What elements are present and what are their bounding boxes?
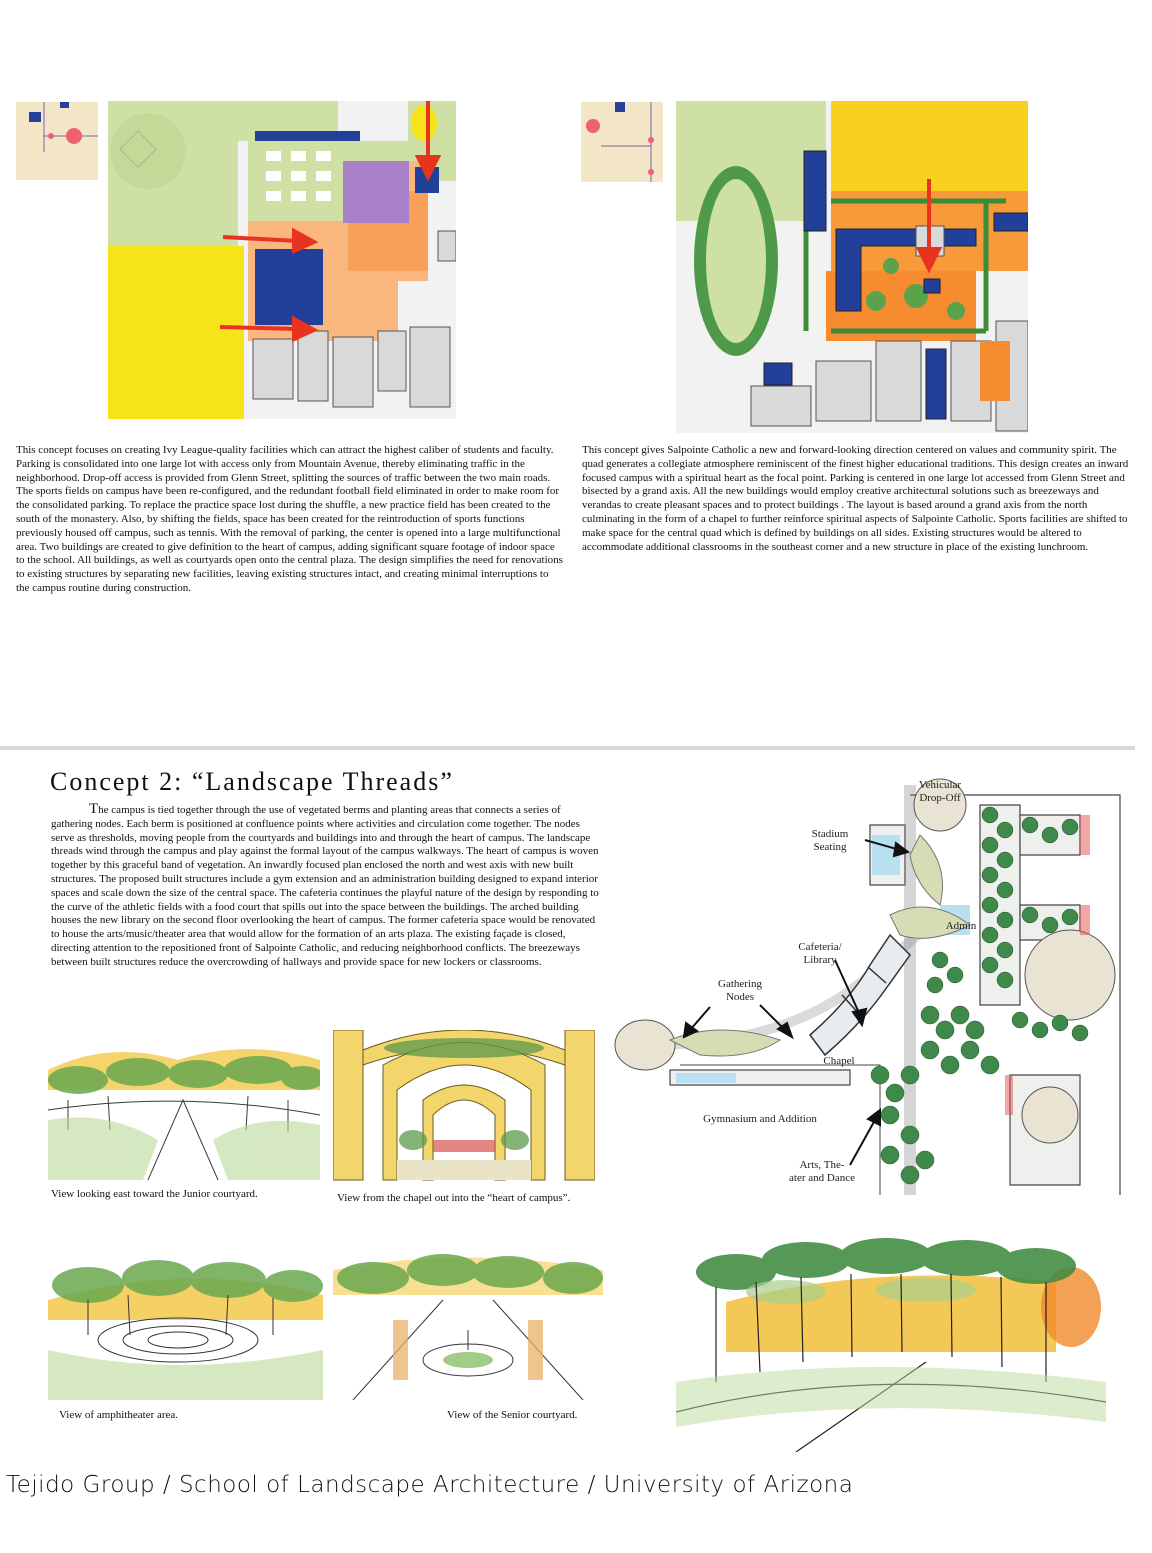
label-arts: Arts, The- <box>799 1159 845 1171</box>
label-vehicular: Vehicular <box>918 779 962 791</box>
sketch-heart-of-campus <box>676 1212 1106 1452</box>
drop-cap: T <box>89 801 99 817</box>
label-stadium-seating <box>800 828 860 854</box>
concept-b-site-plan <box>676 101 1028 433</box>
concept-2-body: he campus is tied together through the use of vegetated berms and planting areas that connects a series of gathering nodes. Each berm is positioned at confluence points where activities and circulation come together. The nodes serve as thresholds, moving people from the courtyards and buildings into and through the heart of campus. The landscape threads wind through the campus and play against the formal layout of the campus walkways. The heart of campus is woven together by this graceful band of vegetation. An inwardly focused plan enclosed the north and west axis with new built structures. The proposed built structures include a gym extension and an administration building designed to expand interior spaces and scale down the size of the central space. The cafeteria continues the playful nature of the design by responding to the curve of the athletic fields with a food court that spills out into the space between the buildings. The arched building houses the new library on the second floor overlooking the heart of campus. The former cafeteria space would be renovated to house the arts/music/theater area that would allow for the formation of an arts plaza. The existing façade is closed, directing attention to the repositioned front of Salpointe Catholic, and reducing neighborhood conflicts. The breezeways between built structures reduce the overcrowding of hallways and provide space for new lockers or classrooms. <box>51 804 599 968</box>
caption-amphitheater: View of amphitheater area. <box>59 1409 179 1421</box>
concept-b-description: This concept gives Salpointe Catholic a new and forward-looking direction centered on values and community spirit. The quad generates a collegiate atmosphere reminiscent of the finest higher educational traditions. This design creates an inward focused campus with a spiritual heart as the focal point. Parking is centered in one large lot accessed from Glenn Street and bisected by a grand axis. All the new buildings would employ creative architectural solutions such as breezeways and verandas to create pleasant spaces and to protect buildings . The layout is based around a grand axis from the north culminating in the form of a chapel to further reinforce spiritual aspects of Salpointe Catholic. Sports facilities are shifted to make space for the central quad which is defined by buildings on all sides. Existing structures would be altered to accommodate additional classrooms in the southeast corner and a new structure in place of the existing lunchroom. <box>582 444 1129 553</box>
label-cafeteria-library <box>790 941 850 967</box>
label-stadium: Stadium <box>811 828 849 840</box>
concept-2-master-plan <box>610 775 1140 1201</box>
label-gathering-nodes <box>705 978 775 1004</box>
label-nodes: Nodes <box>725 991 755 1003</box>
sketch-amphitheater <box>48 1240 323 1400</box>
label-seating: Seating <box>813 841 847 853</box>
sketch-chapel-arches <box>333 1030 595 1185</box>
section-divider <box>0 746 1135 750</box>
concept-2-description <box>51 803 599 970</box>
concept-a-site-plan <box>108 101 456 419</box>
label-vehicular-dropoff <box>905 779 975 805</box>
sketch-junior-courtyard <box>48 1030 320 1180</box>
sketch-senior-courtyard <box>333 1240 603 1400</box>
footer-credit: Tejido Group / School of Landscape Architecture / University of Arizona <box>6 1472 854 1498</box>
label-arts-theater-dance <box>772 1159 872 1185</box>
caption-senior-courtyard: View of the Senior courtyard. <box>447 1409 578 1421</box>
concept-2-title: Concept 2: “Landscape Threads” <box>50 767 454 796</box>
caption-chapel-view: View from the chapel out into the “heart of campus”. <box>337 1192 571 1204</box>
concept-b-keymap <box>581 102 663 182</box>
label-gathering: Gathering <box>718 978 762 990</box>
label-theater-dance: ater and Dance <box>789 1172 855 1184</box>
label-library: Library <box>803 954 837 966</box>
concept-a-keymap <box>16 102 98 180</box>
caption-junior-courtyard: View looking east toward the Junior courtyard. <box>51 1188 258 1200</box>
label-dropoff: Drop-Off <box>919 792 961 804</box>
label-cafeteria: Cafeteria/ <box>798 941 842 953</box>
label-admin: Admin <box>945 920 977 932</box>
label-gymnasium: Gymnasium and Addition <box>703 1113 817 1125</box>
label-chapel: Chapel <box>823 1055 855 1067</box>
concept-a-description: This concept focuses on creating Ivy League-quality facilities which can attract the highest caliber of students and faculty. Parking is consolidated into one large lot with access only from Mountain Avenue, thereby eliminating traffic in the neighborhood. Drop-off access is provided from Glenn Street, splitting the sources of traffic between the two main roads. The sports fields on campus have been re-configured, and the redundant football field eliminated in order to make room for the consolidated parking. To replace the practice space lost during the shuffle, a new practice field has been created to the south of the monastery. Also, by shifting the fields, space has been created for the reintroduction of sports functions previously housed off campus, such as tennis. With the removal of parking, the center is opened into a large multifunctional area. Two buildings are created to give definition to the heart of campus, adding significant square footage of indoor space to the school. All buildings, as well as courtyards open onto the central plaza. The design simplifies the need for renovations to existing structures by separating new facilities, leaving existing structures intact, and creating minimal interruptions to the campus routine during construction. <box>16 444 563 594</box>
